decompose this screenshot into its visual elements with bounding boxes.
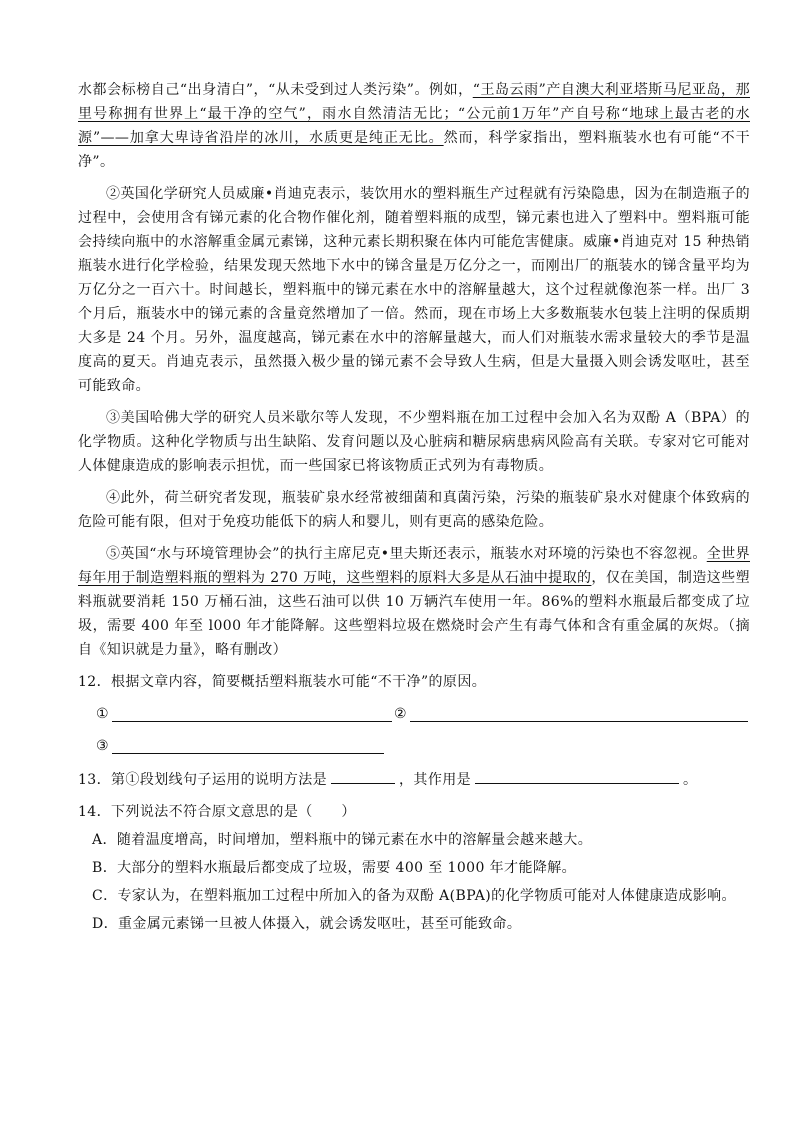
question-13-effect-blank[interactable]: [475, 769, 679, 784]
answer-label-1: ①: [96, 706, 109, 722]
question-14-option-a[interactable]: A．随着温度增高，时间增加，塑料瓶中的锑元素在水中的溶解量会越来越大。: [92, 832, 593, 848]
answer-blank-1[interactable]: [112, 721, 392, 722]
paragraph-5-underlined-sentence: 全世界每年用于制造塑料瓶的塑料为 270 万吨，这些塑料的原料大多是从石油中提取的: [78, 546, 750, 586]
question-13-number: 13．第: [78, 772, 126, 788]
question-13-method-blank[interactable]: [331, 769, 395, 784]
question-14-option-c[interactable]: C．专家认为，在塑料瓶加工过程中所加入的备为双酚 A(BPA)的化学物质可能对人体健康造成影响。: [92, 888, 736, 904]
passage-paragraph-4: ④此外，荷兰研究者发现，瓶装矿泉水经常被细菌和真菌污染，污染的瓶装矿泉水对健康个体致病的危险可能有限，但对于免疫功能低下的病人和婴儿，则有更高的感染危险。: [78, 490, 750, 530]
question-13-end: 。: [683, 772, 698, 788]
question-14-stem: 14．下列说法不符合原文意思的是（ ）: [78, 804, 356, 820]
question-14-option-b[interactable]: B．大部分的塑料水瓶最后都变成了垃圾，需要 400 至 1000 年才能降解。: [92, 860, 577, 876]
paragraph-5-text-start: ⑤英国“水与环境管理协会”的执行主席尼克•里夫斯还表示，瓶装水对环境的污染也不容忽视。: [106, 546, 707, 562]
paragraph-5-text-end: ，仅在美国，制造这些塑料瓶就要消耗 150 万桶石油，这些石油可以供 10 万辆汽车使用一年。86%的塑料水瓶最后都变成了垃圾，需要 400 年至 l000 年才能降解。这些塑料垃圾在燃烧时会产生有毒气体和含有重金属的灰烬。（摘自《知识就是力量》，略有删改）: [78, 570, 750, 658]
paragraph-1-underlined-sentence: “王岛云雨”产自澳大利亚塔斯马尼亚岛，那里号称拥有世界上“最干净的空气”，雨水自然清洁无比；“公元前1万年”产自号称“地球上最古老的水源”——加拿大卑诗省沿岸的冰川，水质更是纯正无比。: [78, 82, 750, 146]
question-12-answer-row-1: [78, 702, 750, 726]
paragraph-1-text-start: 水都会标榜自己“出身清白”，“从未受到过人类污染”。例如，: [78, 82, 473, 98]
passage-paragraph-2: ②英国化学研究人员威廉•肖迪克表示，装饮用水的塑料瓶生产过程就有污染隐患，因为在制造瓶子的过程中，会使用含有锑元素的化合物作催化剂，随着塑料瓶的成型，锑元素也进入了塑料中。塑料瓶可能会持续向瓶中的水溶解重金属元素锑，这种元素长期积聚在体内可能危害健康。威廉•肖迪克对 15 种热销瓶装水进行化学检验，结果发现天然地下水中的锑含量是万亿分之一，而刚出厂的瓶装水的锑含量平均为万亿分之一百六十。时间越长，塑料瓶中的锑元素在水中的溶解量越大，这个过程就像泡茶一样。出厂 3 个月后，瓶装水中的锑元素的含量竟然增加了一倍。然而，现在市场上大多数瓶装水包装上注明的保质期大多是 24 个月。另外，温度越高，锑元素在水中的溶解量越大，而人们对瓶装水需求量较大的季节是温度高的夏天。肖迪克表示，虽然摄入极少量的锑元素不会导致人生病，但是大量摄入则会诱发呕吐，甚至可能致命。: [78, 186, 750, 394]
answer-blank-2[interactable]: [410, 721, 748, 722]
passage-paragraph-5: [78, 542, 750, 662]
question-13: [78, 768, 750, 792]
question-13-text: 段划线句子运用的说明方法是: [139, 772, 328, 788]
answer-label-3: ③: [96, 738, 109, 754]
answer-label-2: ②: [394, 706, 407, 722]
passage-paragraph-1: [78, 78, 750, 174]
question-13-paragraph-ref: ①: [125, 772, 140, 788]
question-12-answer-row-2: [78, 734, 750, 758]
question-13-text-2: ，其作用是: [399, 772, 472, 788]
question-14-option-d[interactable]: D．重金属元素锑一旦被人体摄入，就会诱发呕吐，甚至可能致命。: [92, 916, 522, 932]
page-content: [78, 78, 750, 936]
answer-blank-3[interactable]: [112, 753, 384, 754]
passage-paragraph-3: ③美国哈佛大学的研究人员米歇尔等人发现，不少塑料瓶在加工过程中会加入名为双酚 A（BPA）的化学物质。这种化学物质与出生缺陷、发育问题以及心脏病和糖尿病患病风险高有关联。专家对它可能对人体健康造成的影响表示担忧，而一些国家已将该物质正式列为有毒物质。: [78, 410, 750, 474]
paragraph-1-text-end: 然而，科学家指出，塑料瓶装水也有可能“不干净”。: [78, 130, 750, 170]
question-12-stem: 12．根据文章内容，简要概括塑料瓶装水可能“不干净”的原因。: [78, 674, 487, 690]
